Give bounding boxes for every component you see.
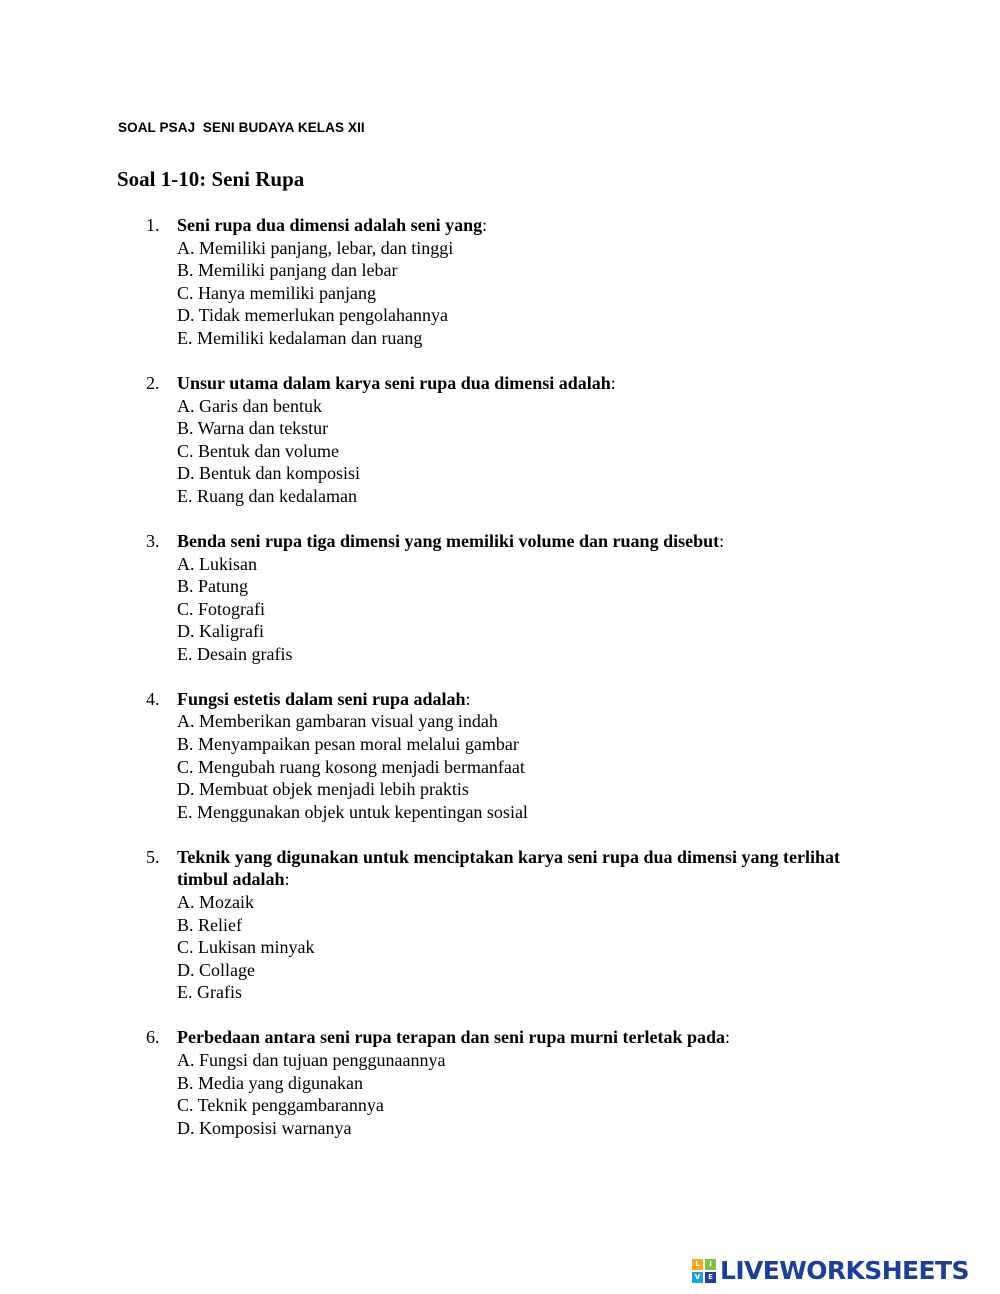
answer-option: A. Mozaik bbox=[177, 892, 254, 912]
answer-option: A. Memiliki panjang, lebar, dan tinggi bbox=[177, 237, 454, 258]
answer-option: C. Teknik penggambarannya bbox=[177, 1095, 384, 1116]
section-title: Soal 1-10: Seni Rupa bbox=[117, 167, 305, 191]
answer-option: D. Tidak memerlukan pengolahannya bbox=[177, 305, 448, 326]
document-header: SOAL PSAJ SENI BUDAYA KELAS XII bbox=[118, 120, 365, 135]
question-text bbox=[177, 372, 866, 395]
question-5 bbox=[146, 846, 866, 1004]
logo-text: LIVEWORKSHEETS bbox=[720, 1256, 969, 1285]
answer-option: E. Ruang dan kedalaman bbox=[177, 485, 357, 506]
question-text bbox=[177, 1026, 866, 1049]
question-1 bbox=[146, 214, 866, 350]
answer-option: C. Bentuk dan volume bbox=[177, 440, 339, 461]
question-colon: : bbox=[725, 1027, 731, 1048]
answer-option: D. Bentuk dan komposisi bbox=[177, 463, 360, 484]
question-text bbox=[177, 688, 866, 711]
logo-tile: V bbox=[692, 1272, 703, 1283]
answer-option: C. Fotografi bbox=[177, 598, 265, 619]
question-text bbox=[177, 846, 866, 891]
question-prompt: Seni rupa dua dimensi adalah seni yang bbox=[177, 215, 483, 235]
answer-option: D. Komposisi warnanya bbox=[177, 1117, 352, 1138]
answer-option: A. Lukisan bbox=[177, 553, 257, 574]
question-number: 3. bbox=[146, 530, 160, 551]
question-colon: : bbox=[719, 530, 725, 551]
answer-option: D. Membuat objek menjadi lebih praktis bbox=[177, 779, 469, 800]
liveworksheets-logo bbox=[692, 1256, 969, 1285]
question-6 bbox=[146, 1026, 866, 1139]
answer-option: B. Patung bbox=[177, 576, 249, 597]
question-number: 1. bbox=[146, 215, 160, 235]
question-number: 4. bbox=[146, 688, 160, 709]
logo-tile: I bbox=[705, 1259, 716, 1270]
liveworksheets-logo-icon bbox=[692, 1259, 716, 1283]
answer-option: B. Menyampaikan pesan moral melalui gambar bbox=[177, 734, 519, 755]
question-3 bbox=[146, 530, 866, 666]
answer-option: B. Relief bbox=[177, 914, 242, 935]
answer-option: C. Lukisan minyak bbox=[177, 937, 315, 958]
answer-option: C. Hanya memiliki panjang bbox=[177, 282, 376, 303]
answer-option: D. Collage bbox=[177, 959, 255, 980]
answer-option: B. Warna dan tekstur bbox=[177, 418, 329, 439]
answer-option: E. Desain grafis bbox=[177, 643, 293, 664]
question-number: 2. bbox=[146, 372, 160, 393]
answer-option: E. Memiliki kedalaman dan ruang bbox=[177, 327, 423, 348]
answer-option: E. Grafis bbox=[177, 982, 242, 1003]
logo-tile: E bbox=[705, 1272, 716, 1283]
question-prompt: Teknik yang digunakan untuk menciptakan karya seni rupa dua dimensi yang terlihat timbul adalah bbox=[177, 846, 841, 890]
question-colon: : bbox=[482, 215, 488, 235]
question-prompt: Perbedaan antara seni rupa terapan dan seni rupa murni terletak pada bbox=[177, 1027, 726, 1048]
question-colon: : bbox=[284, 869, 290, 890]
question-number: 5. bbox=[146, 846, 160, 867]
logo-tile: L bbox=[692, 1259, 703, 1270]
answer-option: D. Kaligrafi bbox=[177, 621, 264, 642]
question-4 bbox=[146, 688, 866, 824]
question-text bbox=[177, 530, 866, 553]
answer-option: E. Menggunakan objek untuk kepentingan sosial bbox=[177, 801, 528, 822]
question-number: 6. bbox=[146, 1027, 160, 1048]
answer-option: B. Memiliki panjang dan lebar bbox=[177, 260, 398, 281]
question-2 bbox=[146, 372, 866, 508]
answer-option: A. Memberikan gambaran visual yang indah bbox=[177, 711, 498, 732]
question-text bbox=[177, 214, 866, 237]
question-prompt: Benda seni rupa tiga dimensi yang memiliki volume dan ruang disebut bbox=[177, 530, 720, 551]
question-list bbox=[146, 214, 866, 1162]
answer-option: A. Garis dan bentuk bbox=[177, 395, 322, 416]
answer-option: A. Fungsi dan tujuan penggunaannya bbox=[177, 1049, 446, 1070]
question-colon: : bbox=[610, 372, 616, 393]
question-prompt: Unsur utama dalam karya seni rupa dua dimensi adalah bbox=[177, 372, 611, 393]
answer-option: C. Mengubah ruang kosong menjadi bermanfaat bbox=[177, 756, 525, 777]
question-prompt: Fungsi estetis dalam seni rupa adalah bbox=[177, 688, 466, 709]
question-colon: : bbox=[465, 688, 471, 709]
answer-option: B. Media yang digunakan bbox=[177, 1072, 363, 1093]
